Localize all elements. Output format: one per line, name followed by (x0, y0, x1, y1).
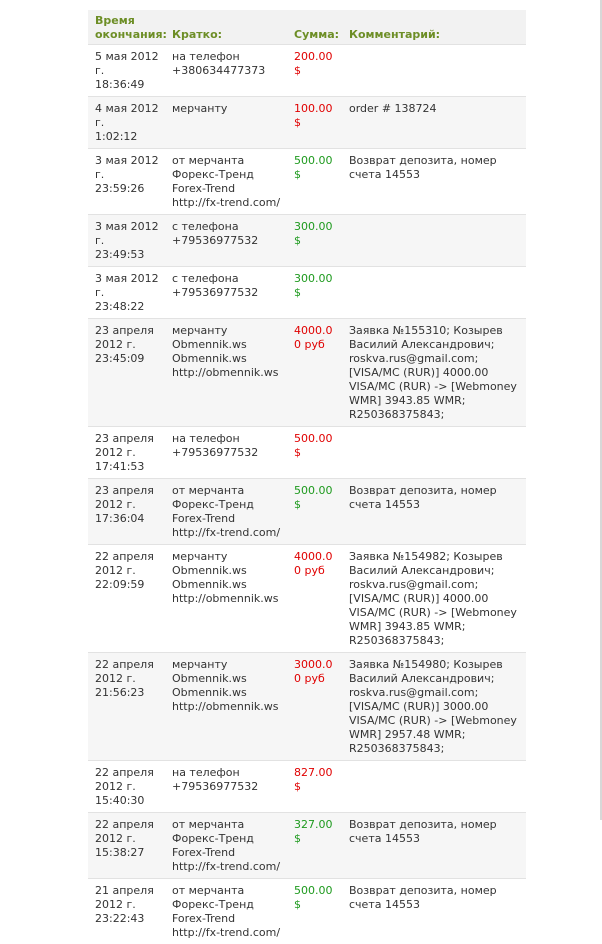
brief-line: http://obmennik.ws (172, 366, 283, 380)
cell-sum (287, 545, 342, 653)
table-row (88, 879, 526, 944)
header-sum: Сумма: (287, 10, 342, 45)
cell-sum (287, 319, 342, 427)
amount-value: 827.00 $ (294, 766, 333, 793)
time-line: 22 апреля 2012 г. (95, 766, 161, 794)
brief-line: +79536977532 (172, 780, 283, 794)
time-line: 22 апреля 2012 г. (95, 550, 161, 578)
brief-line: Forex-Trend (172, 182, 283, 196)
table-row (88, 267, 526, 319)
cell-sum (287, 267, 342, 319)
cell-brief (165, 97, 287, 149)
brief-line: http://fx-trend.com/ (172, 196, 283, 210)
cell-time (88, 545, 165, 653)
header-time: Время окончания: (88, 10, 165, 45)
amount-value: 500.00 $ (294, 484, 333, 511)
cell-comment: Возврат депозита, номер счета 14553 (342, 813, 526, 879)
time-line: 18:36:49 (95, 78, 161, 92)
time-line: 23 апреля 2012 г. (95, 432, 161, 460)
cell-time (88, 149, 165, 215)
cell-sum (287, 479, 342, 545)
cell-brief (165, 545, 287, 653)
cell-sum (287, 879, 342, 944)
transactions-table (88, 10, 526, 944)
cell-comment: Возврат депозита, номер счета 14553 (342, 149, 526, 215)
cell-brief (165, 45, 287, 97)
cell-comment (342, 267, 526, 319)
amount-value: 4000.00 руб (294, 324, 333, 351)
brief-line: +79536977532 (172, 446, 283, 460)
brief-line: с телефона (172, 272, 283, 286)
brief-line: Obmennik.ws (172, 578, 283, 592)
brief-line: http://obmennik.ws (172, 592, 283, 606)
brief-line: мерчанту (172, 658, 283, 672)
amount-value: 500.00 $ (294, 884, 333, 911)
cell-sum (287, 215, 342, 267)
brief-line: http://fx-trend.com/ (172, 526, 283, 540)
brief-line: Forex-Trend (172, 912, 283, 926)
brief-line: +79536977532 (172, 234, 283, 248)
time-line: 23:22:43 (95, 912, 161, 926)
brief-line: +380634477373 (172, 64, 283, 78)
time-line: 3 мая 2012 г. (95, 220, 161, 248)
brief-line: Obmennik.ws (172, 686, 283, 700)
table-row (88, 653, 526, 761)
amount-value: 3000.00 руб (294, 658, 333, 685)
time-line: 4 мая 2012 г. (95, 102, 161, 130)
table-row (88, 813, 526, 879)
cell-sum (287, 653, 342, 761)
cell-comment: Заявка №155310; Козырев Василий Александрович; roskva.rus@gmail.com; [VISA/MC (RUR)] 4000.00 VISA/MC (RUR) -> [Webmoney WMR] 3943.85 WMR; R250368375843; (342, 319, 526, 427)
time-line: 21 апреля 2012 г. (95, 884, 161, 912)
time-line: 23 апреля 2012 г. (95, 484, 161, 512)
cell-comment: order # 138724 (342, 97, 526, 149)
time-line: 22:09:59 (95, 578, 161, 592)
brief-line: Forex-Trend (172, 512, 283, 526)
cell-sum (287, 813, 342, 879)
cell-brief (165, 879, 287, 944)
time-line: 21:56:23 (95, 686, 161, 700)
brief-line: на телефон (172, 50, 283, 64)
time-line: 15:40:30 (95, 794, 161, 808)
cell-comment: Возврат депозита, номер счета 14553 (342, 479, 526, 545)
cell-comment: Заявка №154980; Козырев Василий Александрович; roskva.rus@gmail.com; [VISA/MC (RUR)] 3000.00 VISA/MC (RUR) -> [Webmoney WMR] 2957.48 WMR; R250368375843; (342, 653, 526, 761)
time-line: 23:48:22 (95, 300, 161, 314)
brief-line: Obmennik.ws (172, 564, 283, 578)
cell-brief (165, 215, 287, 267)
time-line: 22 апреля 2012 г. (95, 818, 161, 846)
table-row (88, 761, 526, 813)
cell-brief (165, 149, 287, 215)
cell-brief (165, 813, 287, 879)
cell-sum (287, 761, 342, 813)
amount-value: 4000.00 руб (294, 550, 333, 577)
brief-line: мерчанту (172, 324, 283, 338)
cell-sum (287, 45, 342, 97)
cell-comment (342, 761, 526, 813)
cell-time (88, 761, 165, 813)
time-line: 23:45:09 (95, 352, 161, 366)
cell-brief (165, 761, 287, 813)
brief-line: http://fx-trend.com/ (172, 860, 283, 874)
cell-time (88, 45, 165, 97)
amount-value: 300.00 $ (294, 220, 333, 247)
table-row (88, 215, 526, 267)
cell-time (88, 879, 165, 944)
brief-line: http://obmennik.ws (172, 700, 283, 714)
table-row (88, 427, 526, 479)
time-line: 23:59:26 (95, 182, 161, 196)
cell-time (88, 319, 165, 427)
table-row (88, 97, 526, 149)
cell-comment: Заявка №154982; Козырев Василий Александрович; roskva.rus@gmail.com; [VISA/MC (RUR)] 4000.00 VISA/MC (RUR) -> [Webmoney WMR] 3943.85 WMR; R250368375843; (342, 545, 526, 653)
time-line: 23 апреля 2012 г. (95, 324, 161, 352)
time-line: 17:36:04 (95, 512, 161, 526)
brief-line: с телефона (172, 220, 283, 234)
time-line: 3 мая 2012 г. (95, 154, 161, 182)
table-row (88, 479, 526, 545)
amount-value: 100.00 $ (294, 102, 333, 129)
amount-value: 327.00 $ (294, 818, 333, 845)
brief-line: от мерчанта Форекс-Тренд (172, 884, 283, 912)
brief-line: на телефон (172, 432, 283, 446)
table-row (88, 149, 526, 215)
table-row (88, 545, 526, 653)
brief-line: мерчанту (172, 102, 283, 116)
amount-value: 200.00 $ (294, 50, 333, 77)
header-comment: Комментарий: (342, 10, 526, 45)
brief-line: http://fx-trend.com/ (172, 926, 283, 940)
time-line: 5 мая 2012 г. (95, 50, 161, 78)
time-line: 1:02:12 (95, 130, 161, 144)
brief-line: Obmennik.ws (172, 352, 283, 366)
time-line: 22 апреля 2012 г. (95, 658, 161, 686)
table-row (88, 319, 526, 427)
brief-line: от мерчанта Форекс-Тренд (172, 484, 283, 512)
header-brief: Кратко: (165, 10, 287, 45)
cell-comment (342, 45, 526, 97)
cell-sum (287, 149, 342, 215)
brief-line: от мерчанта Форекс-Тренд (172, 154, 283, 182)
brief-line: Obmennik.ws (172, 672, 283, 686)
cell-time (88, 479, 165, 545)
cell-comment (342, 427, 526, 479)
cell-brief (165, 479, 287, 545)
amount-value: 500.00 $ (294, 154, 333, 181)
brief-line: мерчанту (172, 550, 283, 564)
transactions-body (88, 45, 526, 944)
amount-value: 300.00 $ (294, 272, 333, 299)
cell-brief (165, 427, 287, 479)
cell-sum (287, 97, 342, 149)
cell-brief (165, 319, 287, 427)
table-row (88, 45, 526, 97)
cell-comment: Возврат депозита, номер счета 14553 (342, 879, 526, 944)
time-line: 15:38:27 (95, 846, 161, 860)
cell-time (88, 97, 165, 149)
cell-sum (287, 427, 342, 479)
cell-brief (165, 267, 287, 319)
cell-brief (165, 653, 287, 761)
brief-line: Forex-Trend (172, 846, 283, 860)
brief-line: +79536977532 (172, 286, 283, 300)
brief-line: Obmennik.ws (172, 338, 283, 352)
cell-time (88, 267, 165, 319)
cell-comment (342, 215, 526, 267)
cell-time (88, 215, 165, 267)
cell-time (88, 427, 165, 479)
time-line: 23:49:53 (95, 248, 161, 262)
amount-value: 500.00 $ (294, 432, 333, 459)
cell-time (88, 653, 165, 761)
cell-time (88, 813, 165, 879)
time-line: 17:41:53 (95, 460, 161, 474)
table-header-row (88, 10, 526, 45)
brief-line: от мерчанта Форекс-Тренд (172, 818, 283, 846)
brief-line: на телефон (172, 766, 283, 780)
time-line: 3 мая 2012 г. (95, 272, 161, 300)
